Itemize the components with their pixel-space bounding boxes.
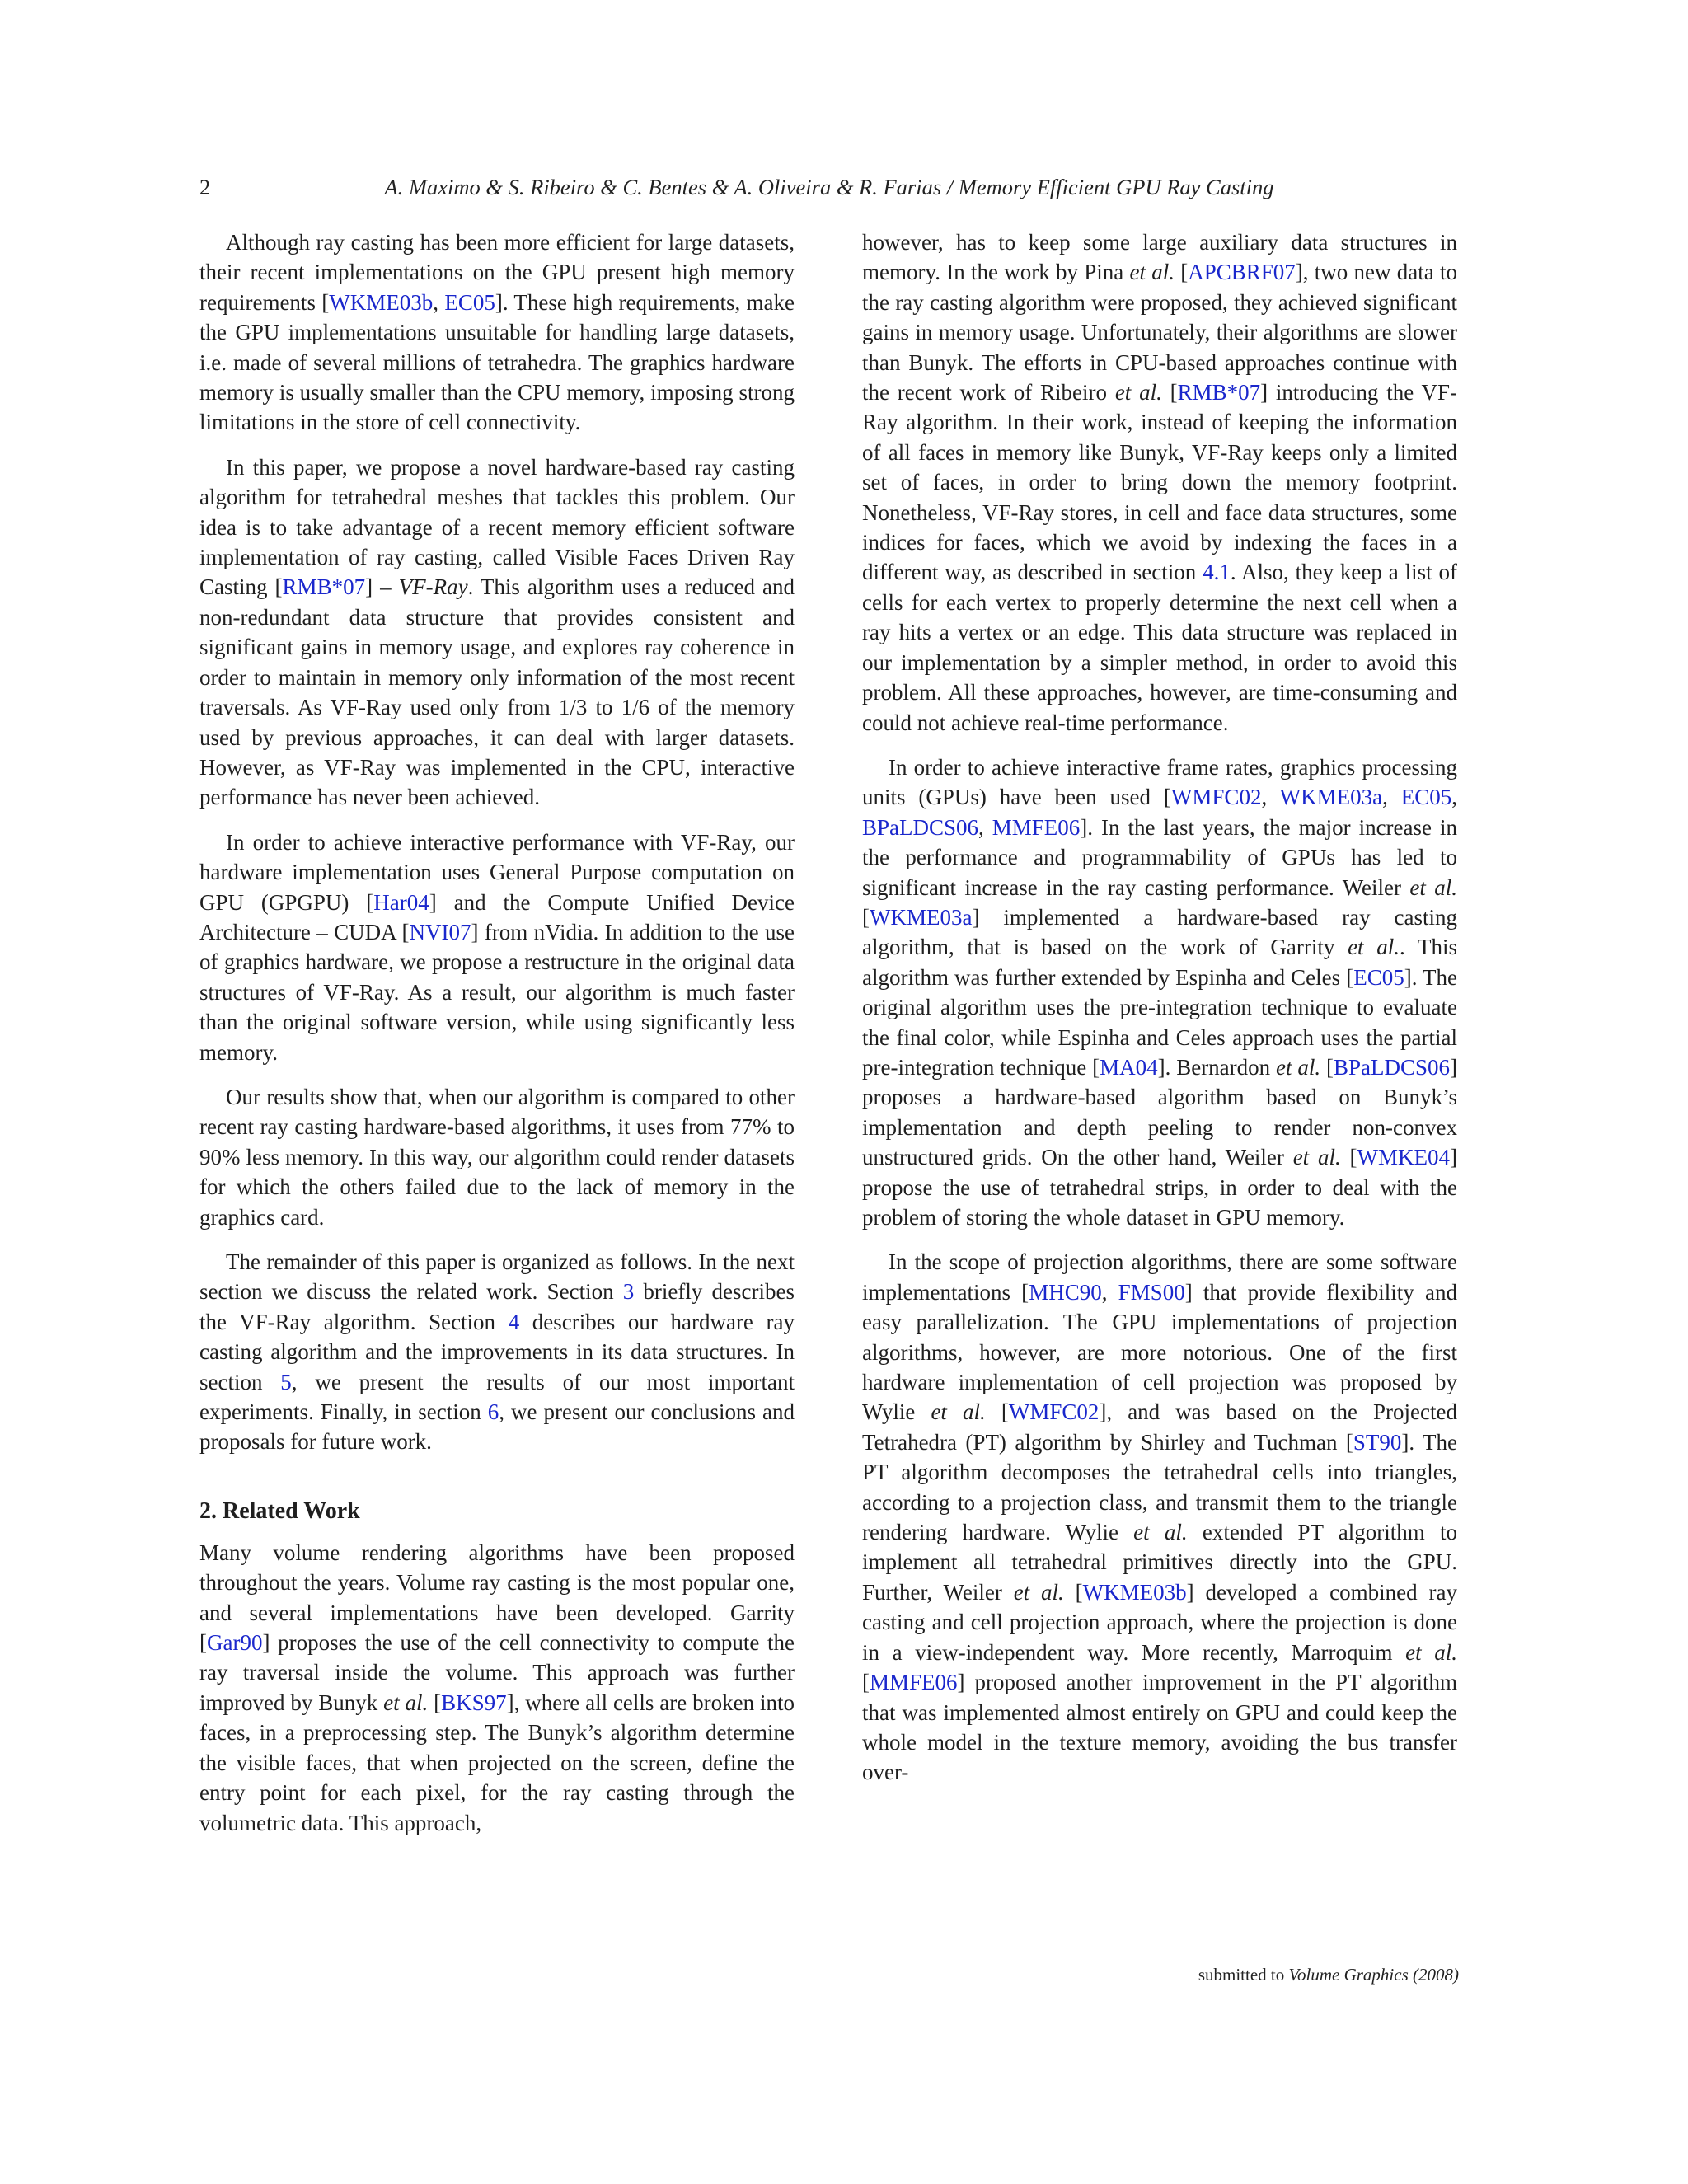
paragraph-cpu-approaches xyxy=(862,227,1457,738)
text-run: , xyxy=(1451,785,1457,810)
text-run: Many volume rendering algorithms have been proposed throughout the years. Volume ray casting is the most popular one, and several implementations have been developed. Garrity [ xyxy=(199,1540,795,1656)
text-run: The remainder of this paper is organized as follows. In the next section we discuss the related work. Section xyxy=(199,1249,795,1305)
text-run: ], two new data to the ray casting algorithm were proposed, they achieved significant gains in memory usage. Unfortunately, their algorithms are slower than Bunyk. The efforts in CPU-based approaches continue with the recent work of Ribeiro xyxy=(862,260,1457,405)
text-run: ] that provide flexibility and easy parallelization. The GPU implementations of projection algorithms, however, are more notorious. One of the first hardware implementation of cell projection was proposed by Wylie xyxy=(862,1279,1457,1425)
emphasis-text: VF-Ray xyxy=(398,574,468,600)
text-run: ]. In the last years, the major increase in the performance and programmability of GPUs has led to significant increase in the ray casting performance. Weiler xyxy=(862,814,1457,900)
citation-link[interactable]: MHC90 xyxy=(1029,1279,1102,1305)
text-run: ]. The PT algorithm decomposes the tetrahedral cells into triangles, according to a projection class, and transmit them to the triangle rendering hardware. Wylie xyxy=(862,1429,1457,1545)
citation-link[interactable]: ST90 xyxy=(1353,1429,1402,1455)
paragraph-results xyxy=(199,1082,795,1232)
citation-link[interactable]: WMFC02 xyxy=(1008,1399,1100,1425)
text-run: ], and was based on the Projected Tetrahedra (PT) algorithm by Shirley and Tuchman [ xyxy=(862,1399,1457,1455)
text-run: [ xyxy=(862,1670,870,1695)
emphasis-text: et al. xyxy=(1348,935,1400,960)
emphasis-text: et al. xyxy=(1133,1520,1188,1545)
citation-link[interactable]: BPaLDCS06 xyxy=(862,814,979,840)
citation-link[interactable]: EC05 xyxy=(1400,785,1452,810)
text-run: however, has to keep some large auxiliary data structures in memory. In the work by Pina xyxy=(862,230,1457,285)
text-run: ]. Bernardon xyxy=(1157,1054,1277,1080)
citation-link[interactable]: MMFE06 xyxy=(870,1670,958,1695)
emphasis-text: et al. xyxy=(1114,380,1162,405)
emphasis-text: et al. xyxy=(1409,874,1457,900)
citation-link[interactable]: RMB*07 xyxy=(1177,380,1261,405)
footer-venue: Volume Graphics (2008) xyxy=(1288,1965,1459,1985)
citation-link[interactable]: BPaLDCS06 xyxy=(1333,1054,1450,1080)
text-run: . Also, they keep a list of cells for each vertex to properly determine the next cell when a ray hits a vertex or an edge. This data structure was replaced in our implementation by a simpler method, in order to avoid this problem. All these approaches, however, are time-consuming and could not achieve real-time performance. xyxy=(862,560,1457,735)
section-heading-related-work: 2. Related Work xyxy=(199,1497,360,1524)
section-ref-link[interactable]: 5 xyxy=(280,1369,292,1394)
text-run: ] – xyxy=(365,574,399,600)
citation-link[interactable]: WMFC02 xyxy=(1170,785,1262,810)
citation-link[interactable]: EC05 xyxy=(1353,964,1404,990)
section-ref-link[interactable]: 3 xyxy=(622,1279,635,1305)
text-run: ] implemented a hardware-based ray casting algorithm, that is based on the work of Garrity xyxy=(862,904,1457,960)
text-run: ]. The original algorithm uses the pre-integration technique to evaluate the final color, while Espinha and Celes approach uses the partial pre-integration technique [ xyxy=(862,964,1457,1080)
paragraph-interactive-performance xyxy=(199,827,795,1067)
citation-link[interactable]: NVI07 xyxy=(409,919,471,944)
text-run: describes our hardware ray casting algorithm and the improvements in its data structures. In section xyxy=(199,1309,795,1394)
page-footer xyxy=(1198,1965,1459,1985)
text-run: In the scope of projection algorithms, there are some software implementations [ xyxy=(862,1249,1457,1305)
citation-link[interactable]: WMKE04 xyxy=(1357,1145,1450,1170)
text-run: ] and the Compute Unified Device Architecture – CUDA [ xyxy=(199,889,795,944)
right-column xyxy=(862,227,1457,1933)
text-run: ] introducing the VF-Ray algorithm. In their work, instead of keeping the information of all faces in memory like Bunyk, VF-Ray keeps only a limited set of faces, in order to bring down the memory footprint. Nonetheless, VF-Ray stores, in cell and face data structures, some indices for faces, which we avoid by indexing the faces in a different way, as described in section xyxy=(862,380,1457,585)
text-run: [ xyxy=(1161,380,1178,405)
page-number: 2 xyxy=(199,175,211,199)
text-run: [ xyxy=(1320,1054,1334,1080)
paragraph-organization xyxy=(199,1247,795,1457)
citation-link[interactable]: Har04 xyxy=(373,889,429,915)
text-run: ] propose the use of tetrahedral strips, in order to deal with the problem of storing the whole dataset in GPU memory. xyxy=(862,1145,1457,1230)
emphasis-text: et al. xyxy=(1405,1639,1457,1665)
text-run: ] from nVidia. In addition to the use of graphics hardware, we propose a restructure in the original data structures of VF-Ray. As a result, our algorithm is much faster than the original software version, while using significantly less memory. xyxy=(199,919,795,1065)
text-run: ] proposes a hardware-based algorithm based on Bunyk’s implementation and depth peeling to render non-convex unstructured grids. On the other hand, Weiler xyxy=(862,1054,1457,1170)
text-run: , xyxy=(433,289,445,315)
emphasis-text: et al. xyxy=(1129,260,1175,285)
footer-prefix: submitted to xyxy=(1198,1965,1289,1985)
text-run: . This algorithm was further extended by Espinha and Celes [ xyxy=(862,935,1457,990)
emphasis-text: et al. xyxy=(1013,1579,1064,1605)
paragraph-projection-algorithms xyxy=(862,1247,1457,1787)
text-run: , xyxy=(1101,1279,1118,1305)
section-ref-link[interactable]: 4 xyxy=(508,1309,520,1334)
text-run: , xyxy=(1261,785,1280,810)
section-ref-link[interactable]: 6 xyxy=(487,1399,499,1425)
text-run: [ xyxy=(428,1690,442,1715)
text-run: , xyxy=(978,814,992,840)
citation-link[interactable]: BKS97 xyxy=(441,1690,507,1715)
text-run: In this paper, we propose a novel hardware-based ray casting algorithm for tetrahedral meshes that tackles this problem. Our idea is to take advantage of a recent memory efficient software implementation of ray casting, called Visible Faces Driven Ray Casting [ xyxy=(199,454,795,600)
text-run: . This algorithm uses a reduced and non-redundant data structure that provides consistent and significant gains in memory usage, and explores ray coherence in order to maintain in memory only information of the most recent traversals. As VF-Ray used only from 1/3 to 1/6 of the memory used by previous approaches, it can deal with larger datasets. However, as VF-Ray was implemented in the CPU, interactive performance has never been achieved. xyxy=(199,574,795,810)
citation-link[interactable]: WKME03a xyxy=(1279,785,1383,810)
citation-link[interactable]: FMS00 xyxy=(1118,1279,1185,1305)
emphasis-text: et al. xyxy=(931,1399,986,1425)
text-run: In order to achieve interactive performance with VF-Ray, our hardware implementation uses General Purpose computation on GPU (GPGPU) [ xyxy=(199,829,795,915)
text-run: [ xyxy=(1063,1579,1083,1605)
citation-link[interactable]: WKME03b xyxy=(1082,1579,1187,1605)
running-title: A. Maximo & S. Ribeiro & C. Bentes & A. Oliveira & R. Farias / Memory Efficient GPU Ray Casting xyxy=(384,175,1274,199)
citation-link[interactable]: APCBRF07 xyxy=(1188,260,1296,285)
paragraph-intro-memory xyxy=(199,227,795,438)
citation-link[interactable]: WKME03b xyxy=(329,289,434,315)
text-run: In order to achieve interactive frame rates, graphics processing units (GPUs) have been used [ xyxy=(862,754,1457,810)
emphasis-text: et al. xyxy=(1276,1054,1321,1080)
emphasis-text: et al. xyxy=(1292,1145,1341,1170)
text-run: ], where all cells are broken into faces, in a preprocessing step. The Bunyk’s algorithm determine the visible faces, that when projected on the screen, define the entry point for each pixel, for the ray casting through the volumetric data. This approach, xyxy=(199,1690,795,1835)
text-run: , xyxy=(1382,785,1401,810)
citation-link[interactable]: MMFE06 xyxy=(992,814,1081,840)
text-run: , we present the results of our most important experiments. Finally, in section xyxy=(199,1369,795,1425)
text-run: extended PT algorithm to implement all tetrahedral primitives directly into the GPU. Further, Weiler xyxy=(862,1520,1457,1605)
text-run: ] proposes the use of the cell connectivity to compute the ray traversal inside the volume. This approach was further improved by Bunyk xyxy=(199,1630,795,1715)
citation-link[interactable]: RMB*07 xyxy=(282,574,366,600)
citation-link[interactable]: MA04 xyxy=(1100,1054,1158,1080)
text-run: ] developed a combined ray casting and cell projection approach, where the projection is done in a view-independent way. More recently, Marroquim xyxy=(862,1579,1457,1665)
text-run: [ xyxy=(1174,260,1189,285)
citation-link[interactable]: Gar90 xyxy=(207,1630,263,1656)
text-run: ] proposed another improvement in the PT algorithm that was implemented almost entirely on GPU and could keep the whole model in the texture memory, avoiding the bus transfer over- xyxy=(862,1670,1457,1785)
emphasis-text: et al. xyxy=(383,1690,429,1715)
paragraph-proposal xyxy=(199,452,795,813)
text-run: [ xyxy=(985,1399,1009,1425)
text-run: [ xyxy=(1340,1145,1357,1170)
text-run: , we present our conclusions and proposals for future work. xyxy=(199,1399,795,1455)
paragraph-related-work xyxy=(199,1538,795,1838)
paragraph-gpu-ray-casting xyxy=(862,752,1457,1233)
section-ref-link[interactable]: 4.1 xyxy=(1203,560,1231,585)
left-column xyxy=(199,227,795,1933)
text-run: ]. These high requirements, make the GPU implementations unsuitable for handling large datasets, i.e. made of several millions of tetrahedra. The graphics hardware memory is usually smaller than the CPU memory, imposing strong limitations in the store of cell connectivity. xyxy=(199,289,795,435)
citation-link[interactable]: EC05 xyxy=(444,289,495,315)
text-run: Although ray casting has been more efficient for large datasets, their recent implementations on the GPU present high memory requirements [ xyxy=(199,230,795,315)
citation-link[interactable]: WKME03a xyxy=(870,904,973,930)
text-run: [ xyxy=(862,904,870,930)
text-run: Our results show that, when our algorithm is compared to other recent ray casting hardware-based algorithms, it uses from 77% to 90% less memory. In this way, our algorithm could render datasets for which the others failed due to the lack of memory in the graphics card. xyxy=(199,1084,795,1230)
text-run: briefly describes the VF-Ray algorithm. Section xyxy=(199,1279,795,1334)
running-header xyxy=(199,175,1459,204)
